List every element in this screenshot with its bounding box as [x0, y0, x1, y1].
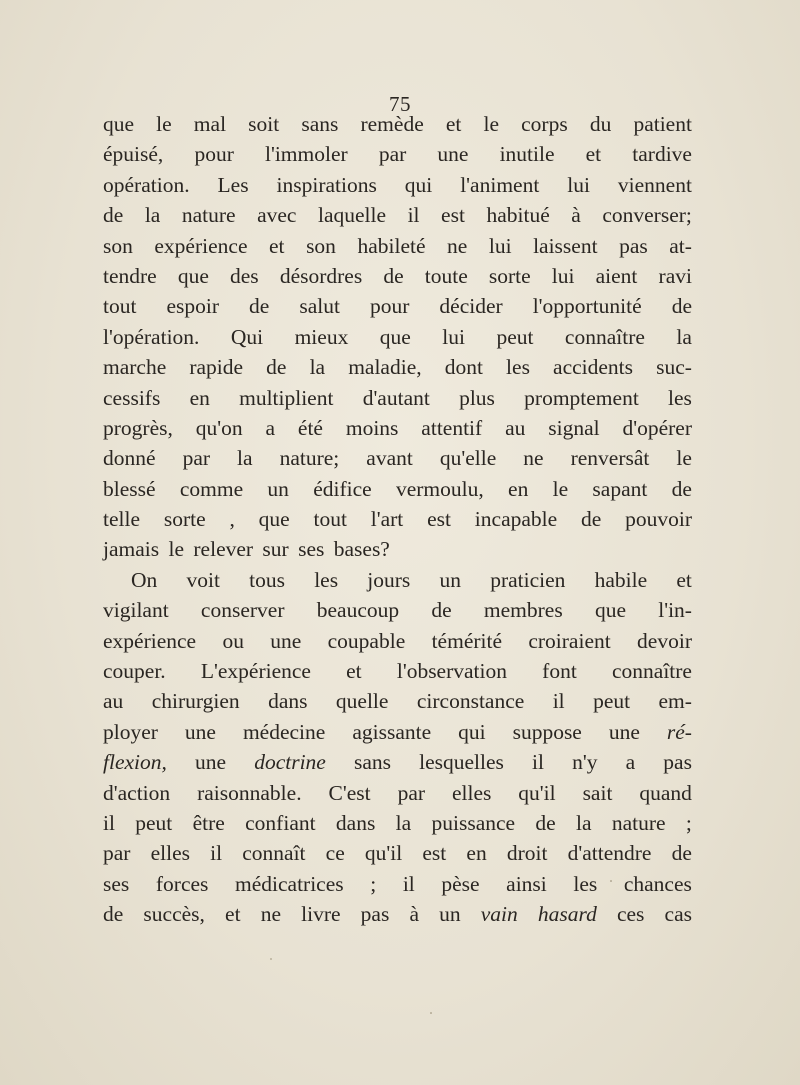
paper-speck [270, 958, 272, 960]
text-line: blessé comme un édifice vermoulu, en le sapant de [103, 476, 692, 501]
text-line: On voit tous les jours un praticien habile et [131, 567, 692, 592]
text-line: l'opération. Qui mieux que lui peut connaître la [103, 324, 692, 349]
text-line: jamais le relever sur ses bases? [103, 537, 390, 562]
text-line: ployer une médecine agissante qui suppose une ré- [103, 719, 692, 744]
text-line: flexion, une doctrine sans lesquelles il n'y a pas [103, 750, 692, 775]
text-line: de la nature avec laquelle il est habitué à converser; [103, 203, 692, 228]
text-line: progrès, qu'on a été moins attentif au signal d'opérer [103, 415, 692, 440]
text-line: que le mal soit sans remède et le corps du patient [103, 112, 692, 136]
paper-speck [610, 880, 612, 882]
text-line: son expérience et son habileté ne lui laissent pas at- [103, 233, 692, 258]
text-line: épuisé, pour l'immoler par une inutile et tardive [103, 142, 692, 167]
text-line: opération. Les inspirations qui l'animent lui viennent [103, 172, 692, 197]
text-line: donné par la nature; avant qu'elle ne renversât le [103, 446, 692, 471]
text-line: vigilant conserver beaucoup de membres que l'in- [103, 598, 692, 623]
text-line: tendre que des désordres de toute sorte lui aient ravi [103, 263, 692, 288]
text-line: ses forces médicatrices ; il pèse ainsi les chances [103, 871, 692, 896]
body-text [103, 109, 692, 930]
text-line: marche rapide de la maladie, dont les accidents suc- [103, 355, 692, 380]
page-number: 75 [389, 92, 411, 116]
text-line: expérience ou une coupable témérité croiraient devoir [103, 628, 692, 653]
text-line: d'action raisonnable. C'est par elles qu'il sait quand [103, 780, 692, 805]
text-line: il peut être confiant dans la puissance de la nature ; [103, 810, 692, 835]
paper-speck [430, 1012, 432, 1014]
text-line: au chirurgien dans quelle circonstance il peut em- [103, 689, 692, 714]
text-line: telle sorte , que tout l'art est incapable de pouvoir [103, 507, 692, 532]
text-line: de succès, et ne livre pas à un vain hasard ces cas [103, 902, 692, 927]
text-line: par elles il connaît ce qu'il est en droit d'attendre de [103, 841, 692, 866]
text-line: couper. L'expérience et l'observation font connaître [103, 659, 692, 684]
text-line: tout espoir de salut pour décider l'opportunité de [103, 294, 692, 319]
text-line: cessifs en multiplient d'autant plus promptement les [103, 385, 692, 410]
